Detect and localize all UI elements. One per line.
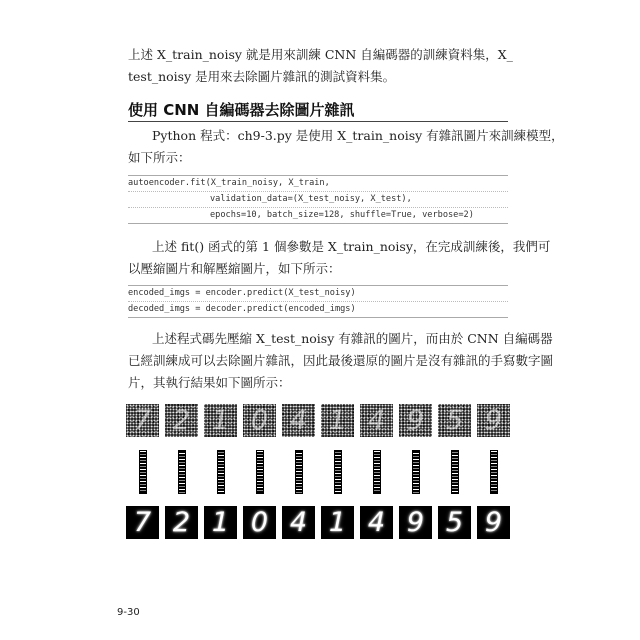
encoded-code-image: [204, 450, 237, 492]
code-strip: [139, 450, 147, 494]
denoised-digit-image: [438, 506, 471, 539]
denoised-digit-row: [126, 506, 510, 539]
digit-glyph: 4: [367, 405, 386, 436]
encoded-code-image: [165, 450, 198, 492]
result-paragraph: [128, 328, 554, 394]
text-line: test_noisy 是用來去除圖片雜訊的測試資料集。: [128, 69, 396, 84]
code-strip: [334, 450, 342, 494]
digit-glyph: 4: [289, 507, 308, 538]
code-block-fit: [128, 175, 508, 224]
encoded-code-image: [477, 450, 510, 492]
program-paragraph: [128, 125, 564, 169]
digit-glyph: 2: [172, 405, 191, 436]
denoised-digit-image: [360, 506, 393, 539]
noisy-digit-image: [165, 404, 198, 437]
code-strip: [412, 450, 420, 494]
noisy-digit-image: [321, 404, 354, 437]
digit-glyph: 4: [367, 507, 386, 538]
denoised-digit-image: [204, 506, 237, 539]
digit-glyph: 9: [406, 405, 425, 436]
digit-glyph: 7: [133, 507, 152, 538]
heading-underline: [128, 121, 508, 122]
noisy-digit-image: [399, 404, 432, 437]
text-line: 已經訓練成可以去除圖片雜訊，因此最後還原的圖片是沒有雜訊的手寫數字圖: [128, 353, 554, 368]
page-number: 9-30: [117, 607, 140, 618]
digit-glyph: 0: [250, 507, 269, 538]
code-strip: [178, 450, 186, 494]
denoised-digit-image: [282, 506, 315, 539]
digit-glyph: 9: [406, 507, 425, 538]
text-line: 上述 X_train_noisy 就是用來訓練 CNN 自編碼器的訓練資料集，X_: [128, 47, 513, 62]
code-strip: [217, 450, 225, 494]
code-line: encoded_imgs = encoder.predict(X_test_noisy): [128, 285, 508, 301]
code-strip: [373, 450, 381, 494]
noisy-digit-image: [282, 404, 315, 437]
digit-glyph: 9: [484, 405, 503, 436]
encoded-code-image: [243, 450, 276, 492]
noisy-digit-image: [204, 404, 237, 437]
digit-glyph: 1: [211, 405, 230, 436]
code-strip: [295, 450, 303, 494]
denoised-digit-image: [165, 506, 198, 539]
noisy-digit-image: [243, 404, 276, 437]
text-line: 如下所示：: [128, 150, 191, 165]
digit-glyph: 9: [484, 507, 503, 538]
code-block-predict: [128, 285, 508, 318]
encoded-code-image: [438, 450, 471, 492]
digit-glyph: 5: [445, 405, 464, 436]
code-line: decoded_imgs = decoder.predict(encoded_imgs): [128, 301, 508, 318]
encoded-code-image: [282, 450, 315, 492]
code-line: epochs=10, batch_size=128, shuffle=True, verbose=2): [128, 207, 508, 224]
digit-glyph: 7: [133, 405, 152, 436]
denoised-digit-image: [126, 506, 159, 539]
encoded-code-image: [399, 450, 432, 492]
code-strip: [451, 450, 459, 494]
noisy-digit-image: [477, 404, 510, 437]
encoded-code-image: [126, 450, 159, 492]
noisy-digit-row: [126, 404, 510, 437]
encoded-code-image: [360, 450, 393, 492]
intro-paragraph: [128, 44, 513, 88]
digit-glyph: 1: [328, 405, 347, 436]
code-strip: [256, 450, 264, 494]
fit-paragraph: [128, 236, 551, 280]
text-line: Python 程式：ch9-3.py 是使用 X_train_noisy 有雜訊圖片來訓練模型，: [152, 128, 564, 143]
code-strip: [490, 450, 498, 494]
noisy-digit-image: [360, 404, 393, 437]
digit-glyph: 4: [289, 405, 308, 436]
text-line: 上述程式碼先壓縮 X_test_noisy 有雜訊的圖片，而由於 CNN 自編碼器: [152, 331, 553, 346]
digit-glyph: 2: [172, 507, 191, 538]
encoded-code-image: [321, 450, 354, 492]
digit-glyph: 5: [445, 507, 464, 538]
denoised-digit-image: [243, 506, 276, 539]
denoised-digit-image: [477, 506, 510, 539]
digit-glyph: 0: [250, 405, 269, 436]
denoised-digit-image: [321, 506, 354, 539]
denoised-digit-image: [399, 506, 432, 539]
encoded-code-row: [126, 450, 510, 492]
digit-glyph: 1: [211, 507, 230, 538]
text-line: 片，其執行結果如下圖所示：: [128, 375, 291, 390]
section-heading: 使用 CNN 自編碼器去除圖片雜訊: [128, 101, 355, 119]
digit-glyph: 1: [328, 507, 347, 538]
code-line: validation_data=(X_test_noisy, X_test),: [128, 191, 508, 207]
text-line: 以壓縮圖片和解壓縮圖片，如下所示：: [128, 261, 341, 276]
code-line: autoencoder.fit(X_train_noisy, X_train,: [128, 175, 508, 191]
noisy-digit-image: [126, 404, 159, 437]
text-line: 上述 fit() 函式的第 1 個參數是 X_train_noisy，在完成訓練後，我們可: [152, 239, 551, 254]
noisy-digit-image: [438, 404, 471, 437]
